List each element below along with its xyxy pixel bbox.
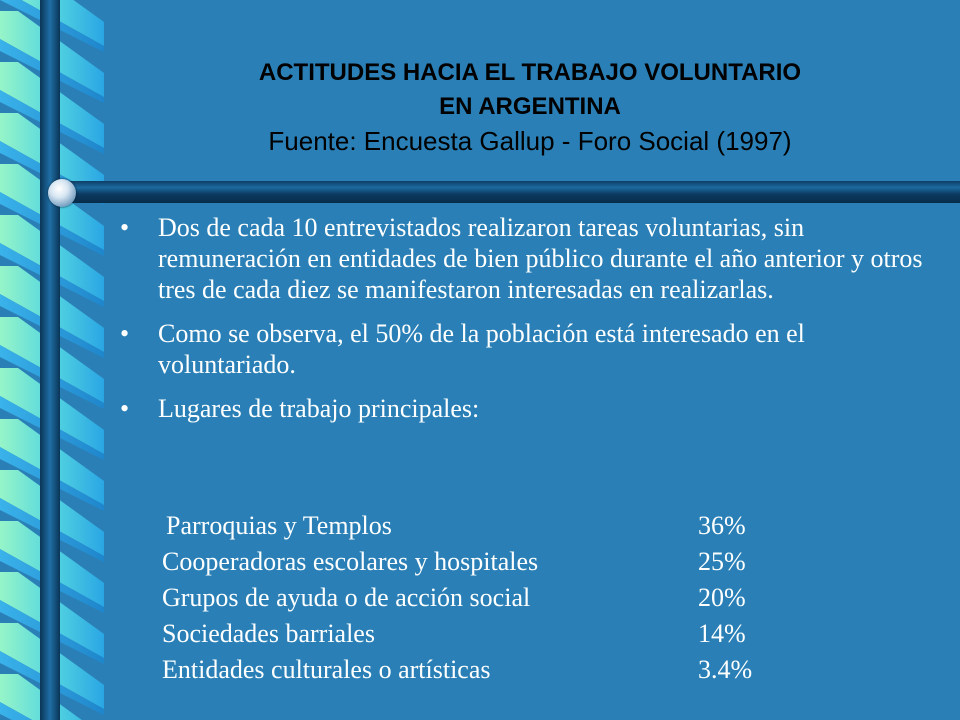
place-name: Grupos de ayuda o de acción social	[162, 583, 531, 612]
title-line-1: ACTITUDES HACIA EL TRABAJO VOLUNTARIO	[258, 59, 802, 86]
place-percentage: 25%	[698, 547, 746, 576]
place-row	[162, 544, 862, 580]
title-block	[120, 56, 940, 158]
bullet-dot: •	[120, 319, 130, 348]
place-percentage: 3.4%	[698, 655, 753, 684]
bullet-text: Dos de cada 10 entrevistados realizaron tareas voluntarias, sin remuneración en entidades de bien público durante el año anterior y otros tres de cada diez se manifestaron interesadas en realizarlas.	[158, 213, 923, 304]
place-name: Entidades culturales o artísticas	[162, 655, 491, 684]
ribbon-decoration	[0, 0, 110, 720]
place-percentage: 36%	[698, 511, 746, 540]
place-row	[162, 508, 862, 544]
place-percentage: 14%	[698, 619, 746, 648]
bullet-dot: •	[120, 213, 130, 242]
bullet-text: Lugares de trabajo principales:	[158, 394, 480, 423]
place-row	[162, 652, 862, 688]
place-name: Sociedades barriales	[162, 619, 375, 648]
bullet-text: Como se observa, el 50% de la población está interesado en el voluntariado.	[158, 319, 805, 379]
bullet-dot: •	[120, 394, 130, 423]
bullet-item	[118, 393, 938, 424]
bullet-item	[118, 318, 938, 380]
place-name: Cooperadoras escolares y hospitales	[162, 547, 539, 576]
bullet-list	[118, 212, 938, 437]
subtitle: Fuente: Encuesta Gallup - Foro Social (1997)	[268, 126, 792, 156]
divider-knob	[48, 179, 76, 207]
place-row	[162, 616, 862, 652]
divider-bar	[60, 181, 960, 203]
place-row	[162, 580, 862, 616]
bullet-item	[118, 212, 938, 305]
place-name: Parroquias y Templos	[166, 511, 392, 540]
places-list	[162, 508, 862, 688]
place-percentage: 20%	[698, 583, 746, 612]
title-line-2: EN ARGENTINA	[439, 93, 621, 120]
